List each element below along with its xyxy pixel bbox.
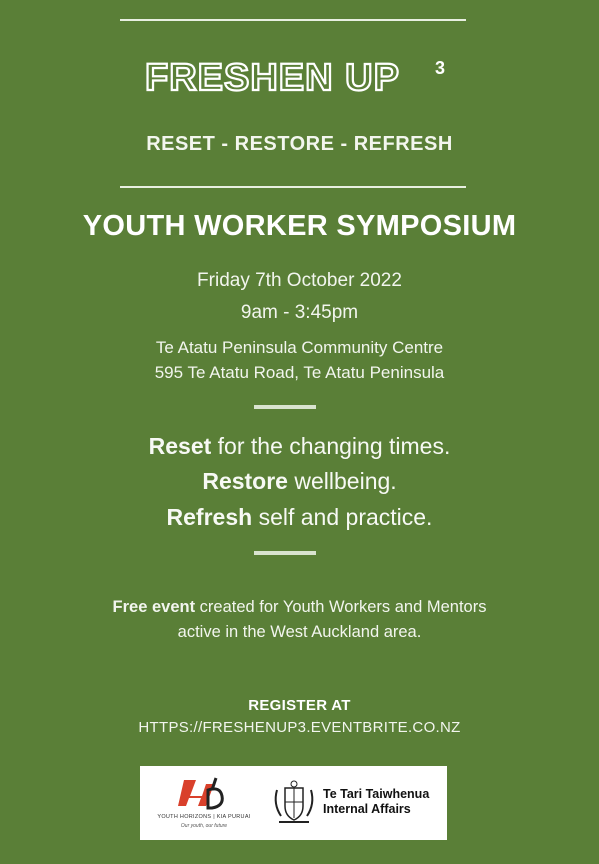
youth-horizons-tagline: Our youth, our future (180, 823, 228, 829)
theme-keyword: Reset (148, 433, 212, 459)
top-divider (120, 19, 466, 21)
free-event-label: Free event (112, 598, 196, 616)
event-logo (0, 52, 599, 96)
theme-keyword: Refresh (166, 504, 253, 530)
youth-horizons-logo-icon (178, 776, 228, 812)
event-address: 595 Te Atatu Road, Te Atatu Peninsula (154, 363, 445, 382)
register-link[interactable]: HTTPS://FRESHENUP3.EVENTBRITE.CO.NZ (138, 719, 461, 736)
theme-refresh (0, 504, 599, 531)
free-event-text: created for Youth Workers and Mentors (195, 598, 487, 616)
theme-reset (0, 433, 599, 460)
event-title: YOUTH WORKER SYMPOSIUM (82, 210, 517, 242)
youth-horizons-name: YOUTH HORIZONS | KIA PURUAI (157, 814, 251, 820)
event-time: 9am - 3:45pm (240, 302, 359, 323)
dia-name-maori: Te Tari Taiwhenua (323, 787, 430, 801)
theme-text: self and practice. (252, 504, 433, 530)
theme-text: for the changing times. (211, 433, 451, 459)
dia-name-english: Internal Affairs (323, 802, 411, 816)
theme-keyword: Restore (202, 468, 288, 494)
audience-line: active in the West Auckland area. (177, 623, 422, 641)
header-divider (120, 186, 466, 188)
register-label: REGISTER AT (248, 697, 351, 714)
theme-text: wellbeing. (287, 468, 397, 494)
coat-of-arms-icon (271, 778, 317, 828)
tagline: RESET - RESTORE - REFRESH (146, 133, 453, 155)
logo-superscript: 3 (434, 58, 445, 78)
theme-restore (0, 468, 599, 495)
event-venue: Te Atatu Peninsula Community Centre (155, 338, 444, 357)
logo-wordmark: FRESHEN UP (144, 57, 400, 96)
section-divider (254, 551, 316, 555)
sponsor-logos (140, 766, 447, 840)
section-divider (254, 405, 316, 409)
free-event-line (0, 598, 599, 617)
event-date: Friday 7th October 2022 (197, 270, 402, 291)
